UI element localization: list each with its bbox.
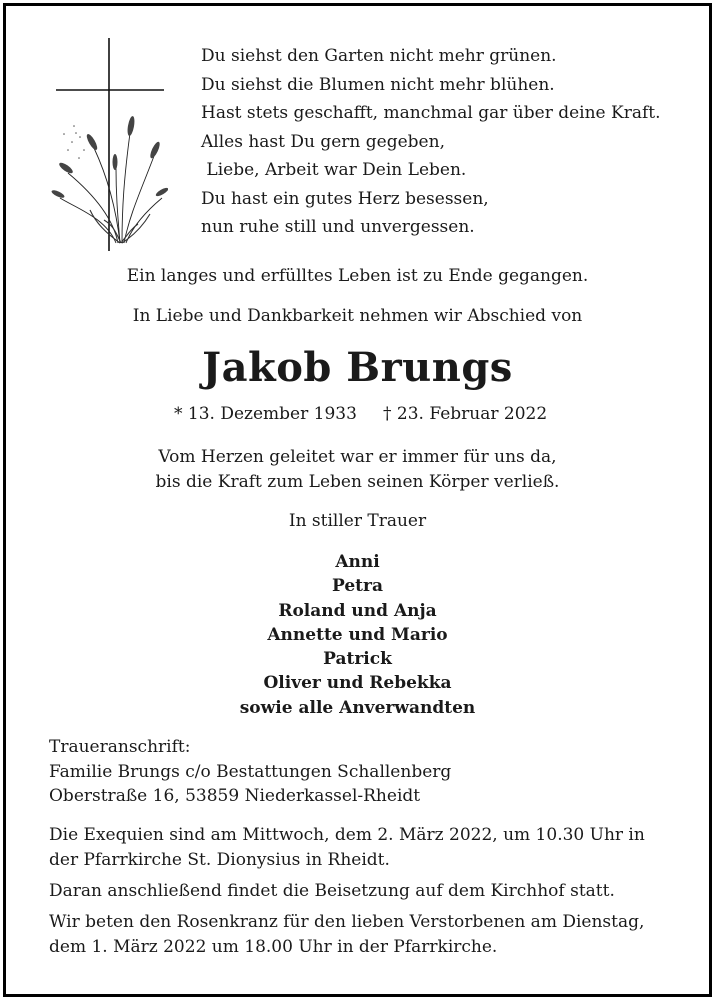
- address-line: Traueranschrift:: [49, 737, 191, 757]
- mourners-list: [0, 550, 715, 720]
- death-date: † 23. Februar 2022: [383, 404, 548, 424]
- intro-line-1: Ein langes und erfülltes Leben ist zu Ende gegangen.: [126, 266, 589, 286]
- deceased-name: Jakob Brungs: [202, 344, 513, 391]
- poem: [201, 42, 661, 242]
- mourner-name: Oliver und Rebekka: [263, 673, 452, 694]
- mourner-name: Annette und Mario: [267, 624, 448, 645]
- poem-line: Du hast ein gutes Herz besessen,: [201, 188, 489, 209]
- mourner-name: Anni: [335, 552, 380, 572]
- mourner-name: Patrick: [323, 649, 392, 670]
- verse-line: bis die Kraft zum Leben seinen Körper verließ.: [155, 471, 560, 492]
- address-line: Oberstraße 16, 53859 Niederkassel-Rheidt: [49, 786, 421, 806]
- burial-notice: Daran anschließend findet die Beisetzung auf dem Kirchhof statt.: [49, 881, 615, 901]
- poem-line: nun ruhe still und unvergessen.: [201, 217, 475, 237]
- poem-line: Du siehst die Blumen nicht mehr blühen.: [201, 74, 555, 95]
- poem-line: Liebe, Arbeit war Dein Leben.: [201, 160, 467, 180]
- intro-line-2: In Liebe und Dankbarkeit nehmen wir Abschied von: [132, 306, 583, 326]
- birth-date: * 13. Dezember 1933: [174, 404, 357, 424]
- address-line: Familie Brungs c/o Bestattungen Schallenberg: [49, 761, 452, 782]
- mourning-address: [49, 735, 451, 809]
- poem-line: Du siehst den Garten nicht mehr grünen.: [201, 46, 557, 66]
- mourner-name: Roland und Anja: [278, 600, 437, 621]
- poem-line: Hast stets geschafft, manchmal gar über deine Kraft.: [201, 103, 661, 123]
- exequien-notice: Die Exequien sind am Mittwoch, dem 2. März 2022, um 10.30 Uhr in der Pfarrkirche St. Dionysius in Rheidt.: [49, 825, 645, 870]
- cross-with-wheat-icon: [46, 38, 168, 253]
- poem-line: Alles hast Du gern gegeben,: [201, 131, 445, 152]
- mourner-name: Petra: [332, 576, 383, 597]
- rosary-notice: Wir beten den Rosenkranz für den lieben Verstorbenen am Dienstag, dem 1. März 2022 um 18.00 Uhr in der Pfarrkirche.: [49, 912, 645, 957]
- mourner-name: sowie alle Anverwandten: [239, 697, 476, 718]
- memorial-verse: [0, 445, 715, 494]
- verse-line: Vom Herzen geleitet war er immer für uns da,: [158, 447, 557, 467]
- mourning-heading: In stiller Trauer: [288, 511, 427, 531]
